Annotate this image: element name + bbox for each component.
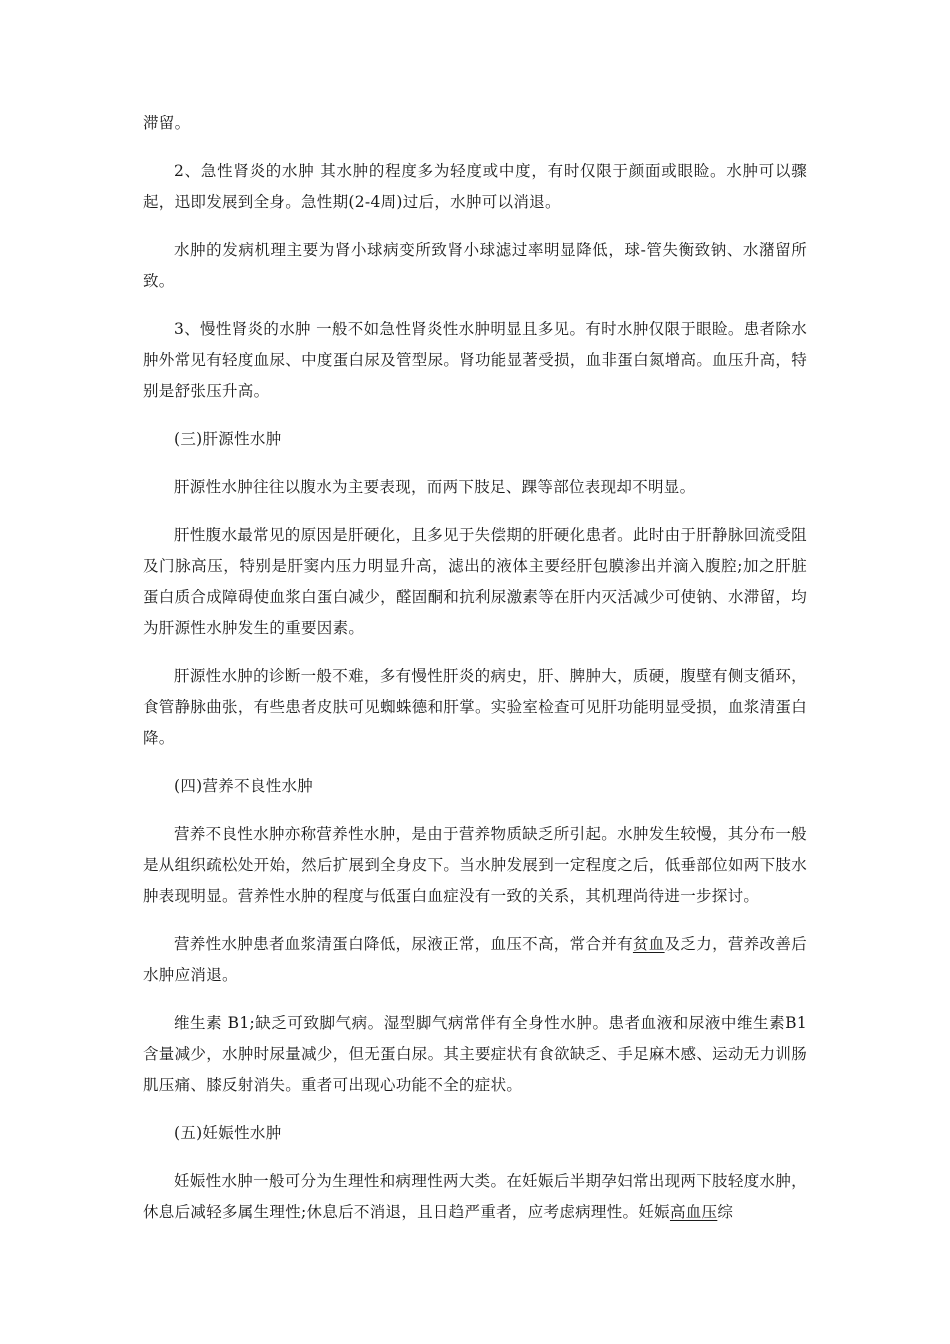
paragraph-text: 营养性水肿患者血浆清蛋白降低，尿液正常，血压不高，常合并有 xyxy=(174,935,633,953)
paragraph-nutritional-edema-anemia xyxy=(143,929,807,991)
paragraph-malnutrition-edema: 营养不良性水肿亦称营养性水肿，是由于营养物质缺乏所引起。水肿发生较慢，其分布一般是从组织疏松处开始，然后扩展到全身皮下。当水肿发展到一定程度之后，低垂部位如两下肢水肿表现明显。营养性水肿的程度与低蛋白血症没有一致的关系，其机理尚待进一步探讨。 xyxy=(143,825,807,905)
paragraph-text: 妊娠性水肿一般可分为生理性和病理性两大类。在妊娠后半期孕妇常出现两下肢轻度水肿，休息后减轻多属生理性;休息后不消退，且日趋严重者，应考虑病理性。妊娠 xyxy=(143,1172,807,1221)
paragraph-chronic-nephritis-edema: 3、慢性肾炎的水肿 一般不如急性肾炎性水肿明显且多见。有时水肿仅限于眼睑。患者除水肿外常见有轻度血尿、中度蛋白尿及管型尿。肾功能显著受损，血非蛋白氮增高。血压升高，特别是舒张压升高。 xyxy=(143,320,807,400)
paragraph-vitamin-b1: 维生素 B1;缺乏可致脚气病。湿型脚气病常伴有全身性水肿。患者血液和尿液中维生素B1含量减少，水肿时尿量减少，但无蛋白尿。其主要症状有食欲缺乏、手足麻木感、运动无力训肠肌压痛、膝反射消失。重者可出现心功能不全的症状。 xyxy=(143,1014,807,1094)
paragraph-text: 及乏力，营养改善后水肿应消退。 xyxy=(143,935,807,984)
paragraph-edema-mechanism: 水肿的发病机理主要为肾小球病变所致肾小球滤过率明显降低，球-管失衡致钠、水潴留所致。 xyxy=(143,241,807,290)
heading-pregnancy-edema: (五)妊娠性水肿 xyxy=(174,1124,282,1142)
anemia-link[interactable]: 贫血 xyxy=(632,935,665,953)
paragraph-continuation: 滞留。 xyxy=(143,114,191,132)
paragraph-hepatic-ascites: 肝性腹水最常见的原因是肝硬化，且多见于失偿期的肝硬化患者。此时由于肝静脉回流受阻及门脉高压，特别是肝窦内压力明显升高，滤出的液体主要经肝包膜渗出并滴入腹腔;加之肝脏蛋白质合成障碍使血浆白蛋白减少，醛固酮和抗利尿激素等在肝内灭活减少可使钠、水滞留，均为肝源性水肿发生的重要因素。 xyxy=(143,526,807,637)
paragraph-acute-nephritis-edema: 2、急性肾炎的水肿 其水肿的程度多为轻度或中度，有时仅限于颜面或眼睑。水肿可以骤起，迅即发展到全身。急性期(2-4周)过后，水肿可以消退。 xyxy=(143,162,807,211)
hypertension-link[interactable]: 高血压 xyxy=(669,1203,718,1221)
heading-hepatic-edema: (三)肝源性水肿 xyxy=(174,430,282,448)
paragraph-pregnancy-edema xyxy=(143,1166,807,1228)
heading-malnutrition-edema: (四)营养不良性水肿 xyxy=(174,777,314,795)
paragraph-hepatic-diagnosis: 肝源性水肿的诊断一般不难，多有慢性肝炎的病史，肝、脾肿大，质硬，腹壁有侧支循环，食管静脉曲张，有些患者皮肤可见蜘蛛德和肝掌。实验室检查可见肝功能明显受损，血浆清蛋白降。 xyxy=(143,667,807,747)
paragraph-text: 综 xyxy=(717,1203,734,1221)
document-page xyxy=(143,108,807,1245)
paragraph-hepatic-edema-intro: 肝源性水肿往往以腹水为主要表现，而两下肢足、踝等部位表现却不明显。 xyxy=(174,478,696,496)
